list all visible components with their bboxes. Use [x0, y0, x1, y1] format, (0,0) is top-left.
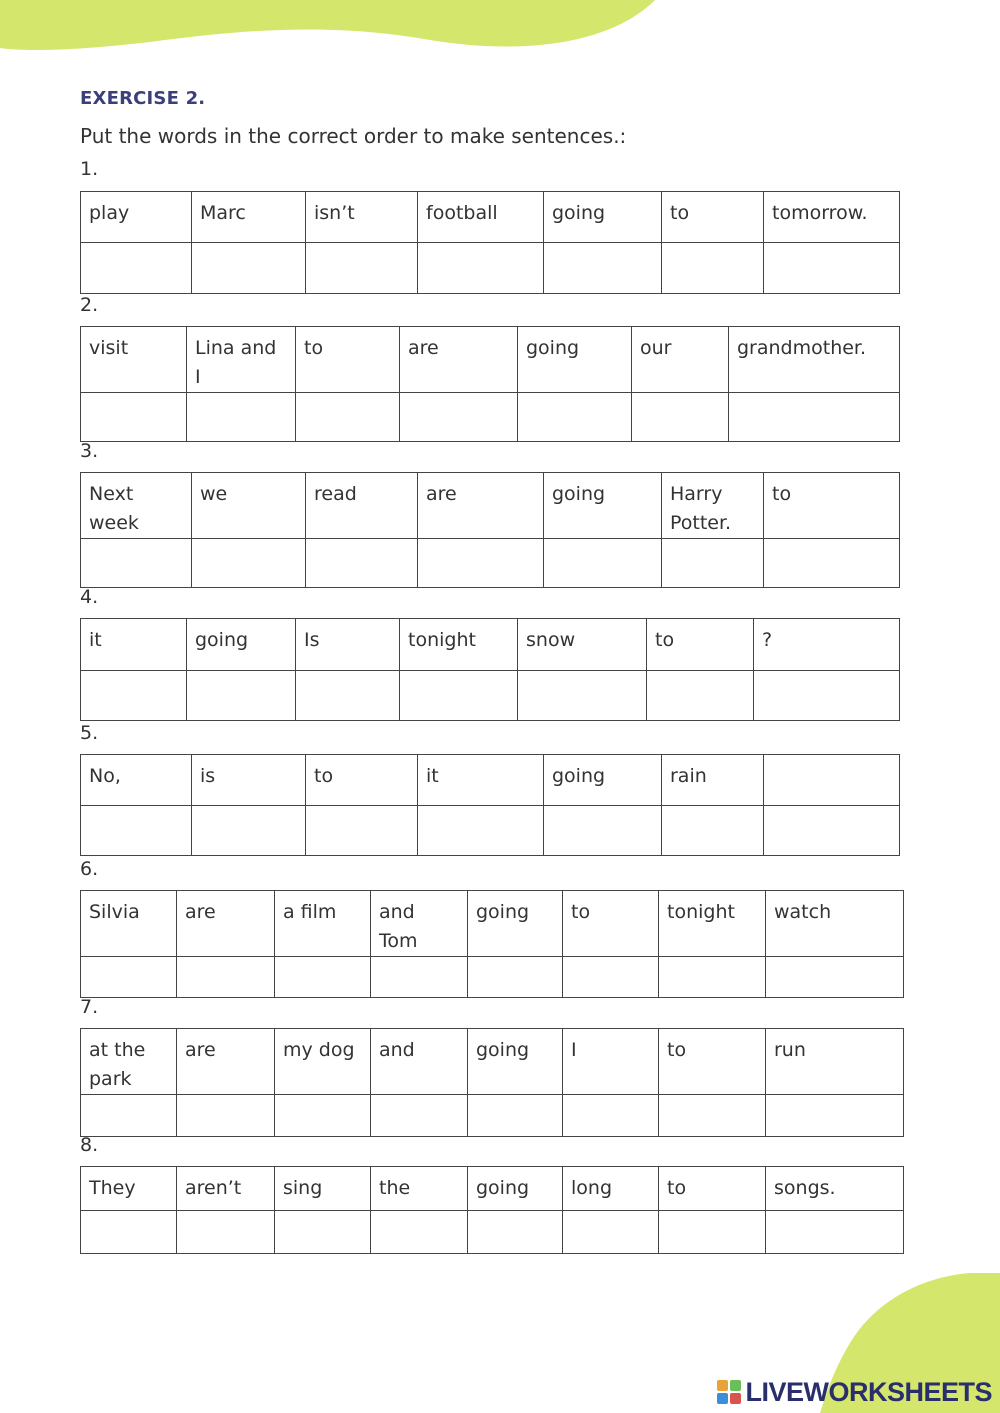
answer-cell[interactable]: [662, 539, 764, 588]
answer-cell[interactable]: [275, 1095, 371, 1137]
answer-cell[interactable]: [275, 1211, 371, 1254]
top-green-wave-decoration: [0, 0, 660, 60]
word-order-table: [80, 890, 904, 998]
word-cell: They: [81, 1167, 177, 1211]
answer-cell[interactable]: [544, 806, 662, 856]
word-cell: grandmother.: [729, 327, 900, 393]
word-cell: Harry Potter.: [662, 473, 764, 539]
word-cell: to: [306, 755, 418, 806]
word-cell: Is: [296, 619, 400, 671]
word-cell: Lina and I: [187, 327, 296, 393]
answer-cell[interactable]: [81, 1211, 177, 1254]
answer-cell[interactable]: [766, 957, 904, 998]
word-order-table: [80, 618, 900, 721]
word-cell: to: [662, 192, 764, 243]
answer-cell[interactable]: [192, 539, 306, 588]
word-cell: the: [371, 1167, 468, 1211]
answer-cell[interactable]: [81, 1095, 177, 1137]
answer-cell[interactable]: [296, 671, 400, 721]
answer-cell[interactable]: [192, 806, 306, 856]
answer-cell[interactable]: [306, 539, 418, 588]
word-cell: going: [544, 192, 662, 243]
word-cell: are: [418, 473, 544, 539]
liveworksheets-logo-icon: [717, 1380, 741, 1404]
answer-cell[interactable]: [468, 1095, 563, 1137]
answer-cell[interactable]: [81, 539, 192, 588]
word-cell: tomorrow.: [764, 192, 900, 243]
answer-row: [81, 393, 900, 442]
answer-cell[interactable]: [766, 1211, 904, 1254]
answer-row: [81, 957, 904, 998]
answer-cell[interactable]: [563, 957, 659, 998]
word-cell: I: [563, 1029, 659, 1095]
answer-cell[interactable]: [187, 393, 296, 442]
answer-cell[interactable]: [647, 671, 754, 721]
word-cell: [764, 755, 900, 806]
scrambled-words-row: [81, 1167, 904, 1211]
word-cell: going: [468, 891, 563, 957]
scrambled-words-row: [81, 1029, 904, 1095]
answer-cell[interactable]: [729, 393, 900, 442]
answer-cell[interactable]: [659, 1211, 766, 1254]
word-cell: going: [544, 473, 662, 539]
word-cell: football: [418, 192, 544, 243]
scrambled-words-row: [81, 327, 900, 393]
word-cell: and Tom: [371, 891, 468, 957]
answer-cell[interactable]: [81, 393, 187, 442]
answer-cell[interactable]: [371, 1095, 468, 1137]
answer-cell[interactable]: [177, 1211, 275, 1254]
word-cell: watch: [766, 891, 904, 957]
answer-cell[interactable]: [306, 806, 418, 856]
scrambled-words-row: [81, 473, 900, 539]
answer-row: [81, 671, 900, 721]
word-cell: No,: [81, 755, 192, 806]
word-cell: to: [563, 891, 659, 957]
word-cell: our: [632, 327, 729, 393]
answer-cell[interactable]: [81, 243, 192, 294]
word-cell: songs.: [766, 1167, 904, 1211]
word-cell: visit: [81, 327, 187, 393]
word-cell: play: [81, 192, 192, 243]
word-cell: rain: [662, 755, 764, 806]
answer-cell[interactable]: [296, 393, 400, 442]
word-cell: tonight: [400, 619, 518, 671]
answer-cell[interactable]: [662, 243, 764, 294]
word-cell: to: [296, 327, 400, 393]
answer-cell[interactable]: [275, 957, 371, 998]
answer-cell[interactable]: [544, 243, 662, 294]
answer-cell[interactable]: [662, 806, 764, 856]
word-cell: long: [563, 1167, 659, 1211]
word-cell: Marc: [192, 192, 306, 243]
word-cell: going: [544, 755, 662, 806]
word-order-table: [80, 472, 900, 588]
answer-cell[interactable]: [192, 243, 306, 294]
liveworksheets-logo: [717, 1377, 992, 1407]
answer-cell[interactable]: [177, 957, 275, 998]
answer-cell[interactable]: [187, 671, 296, 721]
exercise-title: EXERCISE 2.: [80, 88, 206, 109]
word-order-table: [80, 326, 900, 442]
word-cell: snow: [518, 619, 647, 671]
scrambled-words-row: [81, 192, 900, 243]
word-cell: are: [400, 327, 518, 393]
word-cell: a film: [275, 891, 371, 957]
word-cell: to: [647, 619, 754, 671]
word-cell: to: [764, 473, 900, 539]
word-cell: going: [468, 1029, 563, 1095]
answer-cell[interactable]: [177, 1095, 275, 1137]
word-cell: and: [371, 1029, 468, 1095]
answer-cell[interactable]: [659, 1095, 766, 1137]
answer-cell[interactable]: [764, 539, 900, 588]
word-cell: Next week: [81, 473, 192, 539]
answer-cell[interactable]: [418, 806, 544, 856]
answer-row: [81, 1095, 904, 1137]
exercise-number: 1.: [80, 158, 99, 180]
exercise-number: 3.: [80, 440, 99, 462]
word-cell: run: [766, 1029, 904, 1095]
word-cell: at the park: [81, 1029, 177, 1095]
instruction-text: Put the words in the correct order to make sentences.:: [80, 124, 627, 148]
answer-cell[interactable]: [371, 957, 468, 998]
word-order-table: [80, 754, 900, 856]
word-cell: are: [177, 1029, 275, 1095]
answer-cell[interactable]: [468, 957, 563, 998]
logo-text: LIVEWORKSHEETS: [745, 1376, 992, 1407]
word-cell: ?: [754, 619, 900, 671]
answer-cell[interactable]: [766, 1095, 904, 1137]
word-cell: to: [659, 1167, 766, 1211]
answer-cell[interactable]: [764, 243, 900, 294]
exercise-number: 5.: [80, 722, 99, 744]
answer-cell[interactable]: [544, 539, 662, 588]
answer-cell[interactable]: [563, 1095, 659, 1137]
answer-cell[interactable]: [81, 806, 192, 856]
answer-cell[interactable]: [468, 1211, 563, 1254]
exercise-number: 7.: [80, 996, 99, 1018]
word-cell: going: [468, 1167, 563, 1211]
answer-cell[interactable]: [400, 671, 518, 721]
answer-cell[interactable]: [518, 671, 647, 721]
word-cell: isn’t: [306, 192, 418, 243]
answer-cell[interactable]: [371, 1211, 468, 1254]
word-cell: my dog: [275, 1029, 371, 1095]
answer-cell[interactable]: [563, 1211, 659, 1254]
answer-cell[interactable]: [518, 393, 632, 442]
answer-cell[interactable]: [418, 539, 544, 588]
word-cell: are: [177, 891, 275, 957]
scrambled-words-row: [81, 619, 900, 671]
answer-cell[interactable]: [81, 957, 177, 998]
exercise-number: 2.: [80, 294, 99, 316]
word-order-table: [80, 1166, 904, 1254]
word-order-table: [80, 1028, 904, 1137]
word-cell: it: [418, 755, 544, 806]
word-cell: going: [518, 327, 632, 393]
answer-row: [81, 806, 900, 856]
word-cell: read: [306, 473, 418, 539]
answer-cell[interactable]: [764, 806, 900, 856]
word-cell: to: [659, 1029, 766, 1095]
word-cell: sing: [275, 1167, 371, 1211]
scrambled-words-row: [81, 891, 904, 957]
answer-cell[interactable]: [754, 671, 900, 721]
answer-cell[interactable]: [81, 671, 187, 721]
word-order-table: [80, 191, 900, 294]
word-cell: aren’t: [177, 1167, 275, 1211]
answer-cell[interactable]: [659, 957, 766, 998]
answer-cell[interactable]: [632, 393, 729, 442]
word-cell: tonight: [659, 891, 766, 957]
answer-row: [81, 539, 900, 588]
answer-row: [81, 1211, 904, 1254]
answer-cell[interactable]: [400, 393, 518, 442]
word-cell: Silvia: [81, 891, 177, 957]
word-cell: we: [192, 473, 306, 539]
word-cell: is: [192, 755, 306, 806]
word-cell: it: [81, 619, 187, 671]
exercise-number: 6.: [80, 858, 99, 880]
exercise-number: 8.: [80, 1134, 99, 1156]
scrambled-words-row: [81, 755, 900, 806]
answer-cell[interactable]: [306, 243, 418, 294]
answer-row: [81, 243, 900, 294]
exercise-number: 4.: [80, 586, 99, 608]
answer-cell[interactable]: [418, 243, 544, 294]
word-cell: going: [187, 619, 296, 671]
